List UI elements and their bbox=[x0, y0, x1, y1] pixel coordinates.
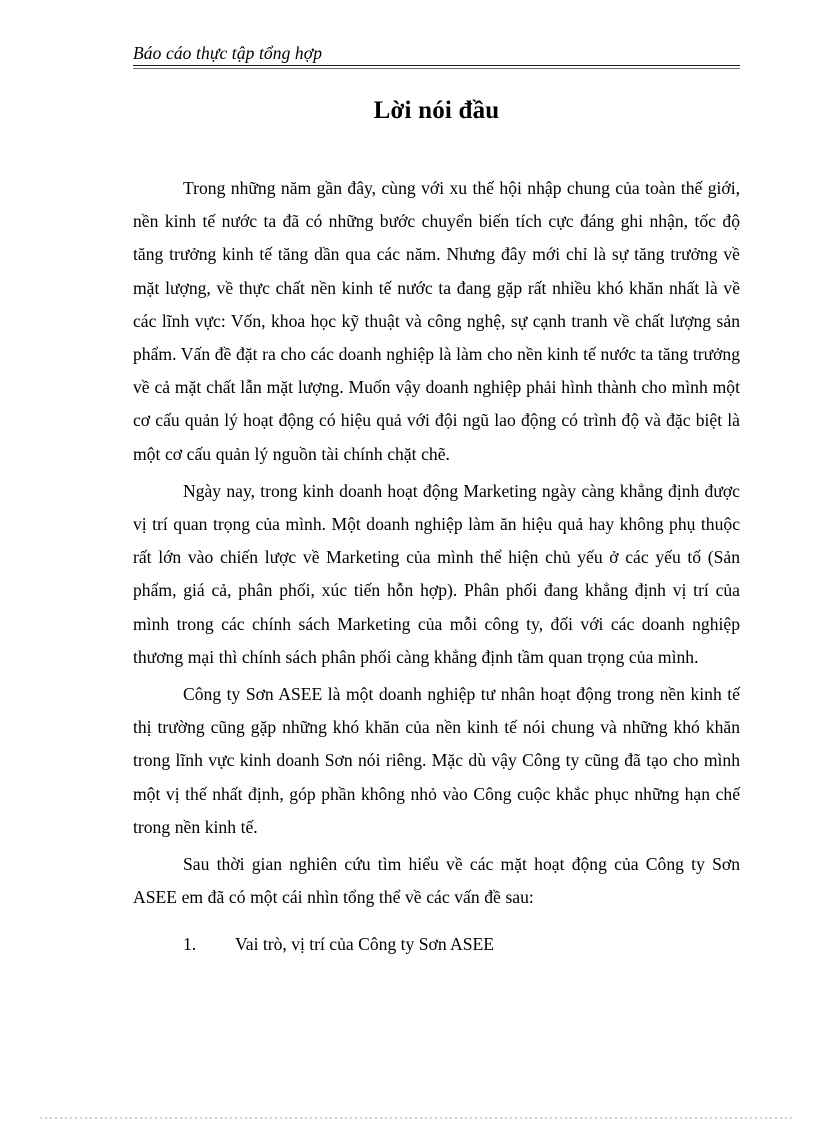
body-paragraph-2: Ngày nay, trong kinh doanh hoạt động Marketing ngày càng khẳng định được vị trí quan trọng của mình. Một doanh nghiệp làm ăn hiệu quả hay không phụ thuộc rất lớn vào chiến lược về Marketing của mình thể hiện chủ yếu ở các yếu tố (Sản phẩm, giá cả, phân phối, xúc tiến hỗn hợp). Phân phối đang khẳng định vị trí của mình trong các chính sách Marketing của mỗi công ty, đối với các doanh nghiệp thương mại thì chính sách phân phối càng khẳng định tầm quan trọng của mình. bbox=[133, 480, 740, 667]
header-rule-thin bbox=[133, 68, 740, 69]
list-item-number: 1. bbox=[183, 934, 197, 955]
running-header-text: Báo cáo thực tập tổng hợp bbox=[133, 43, 323, 63]
list-item-label: Vai trò, vị trí của Công ty Sơn ASEE bbox=[235, 934, 495, 955]
running-header bbox=[133, 44, 740, 69]
body-paragraph-4: Sau thời gian nghiên cứu tìm hiểu về các mặt hoạt động của Công ty Sơn ASEE em đã có một cái nhìn tổng thể về các vấn đề sau: bbox=[133, 854, 740, 908]
page-title: Lời nói đầu bbox=[373, 97, 500, 124]
body-paragraph-3: Công ty Sơn ASEE là một doanh nghiệp tư nhân hoạt động trong nền kinh tế thị trường cũng gặp những khó khăn của nền kinh tế nói chung và những khó khăn trong lĩnh vực kinh doanh Sơn nói riêng. Mặc dù vậy Công ty cũng đã tạo cho mình một vị thế nhất định, góp phần không nhỏ vào Công cuộc khắc phục những hạn chế trong nền kinh tế. bbox=[133, 684, 740, 837]
document-body bbox=[133, 96, 740, 962]
body-paragraph-1: Trong những năm gần đây, cùng với xu thế hội nhập chung của toàn thế giới, nền kinh tế nước ta đã có những bước chuyển biến tích cực đáng ghi nhận, tốc độ tăng trưởng kinh tế tăng dần qua các năm. Nhưng đây mới chỉ là sự tăng trưởng về mặt lượng, về thực chất nền kinh tế nước ta đang gặp rất nhiều khó khăn nhất là về các lĩnh vực: Vốn, khoa học kỹ thuật và công nghệ, sự cạnh tranh về chất lượng sản phẩm. Vấn đề đặt ra cho các doanh nghiệp là làm cho nền kinh tế nước ta tăng trưởng về cả mặt chất lẫn mặt lượng. Muốn vậy doanh nghiệp phải hình thành cho mình một cơ cấu quản lý hoạt động có hiệu quả với đội ngũ lao động có trình độ và đặc biệt là một cơ cấu quản lý nguồn tài chính chặt chẽ. bbox=[133, 178, 740, 464]
header-rule-thick bbox=[133, 65, 740, 66]
outline-list bbox=[133, 928, 740, 961]
scan-edge-artifact bbox=[40, 1117, 792, 1119]
list-item bbox=[133, 928, 740, 961]
